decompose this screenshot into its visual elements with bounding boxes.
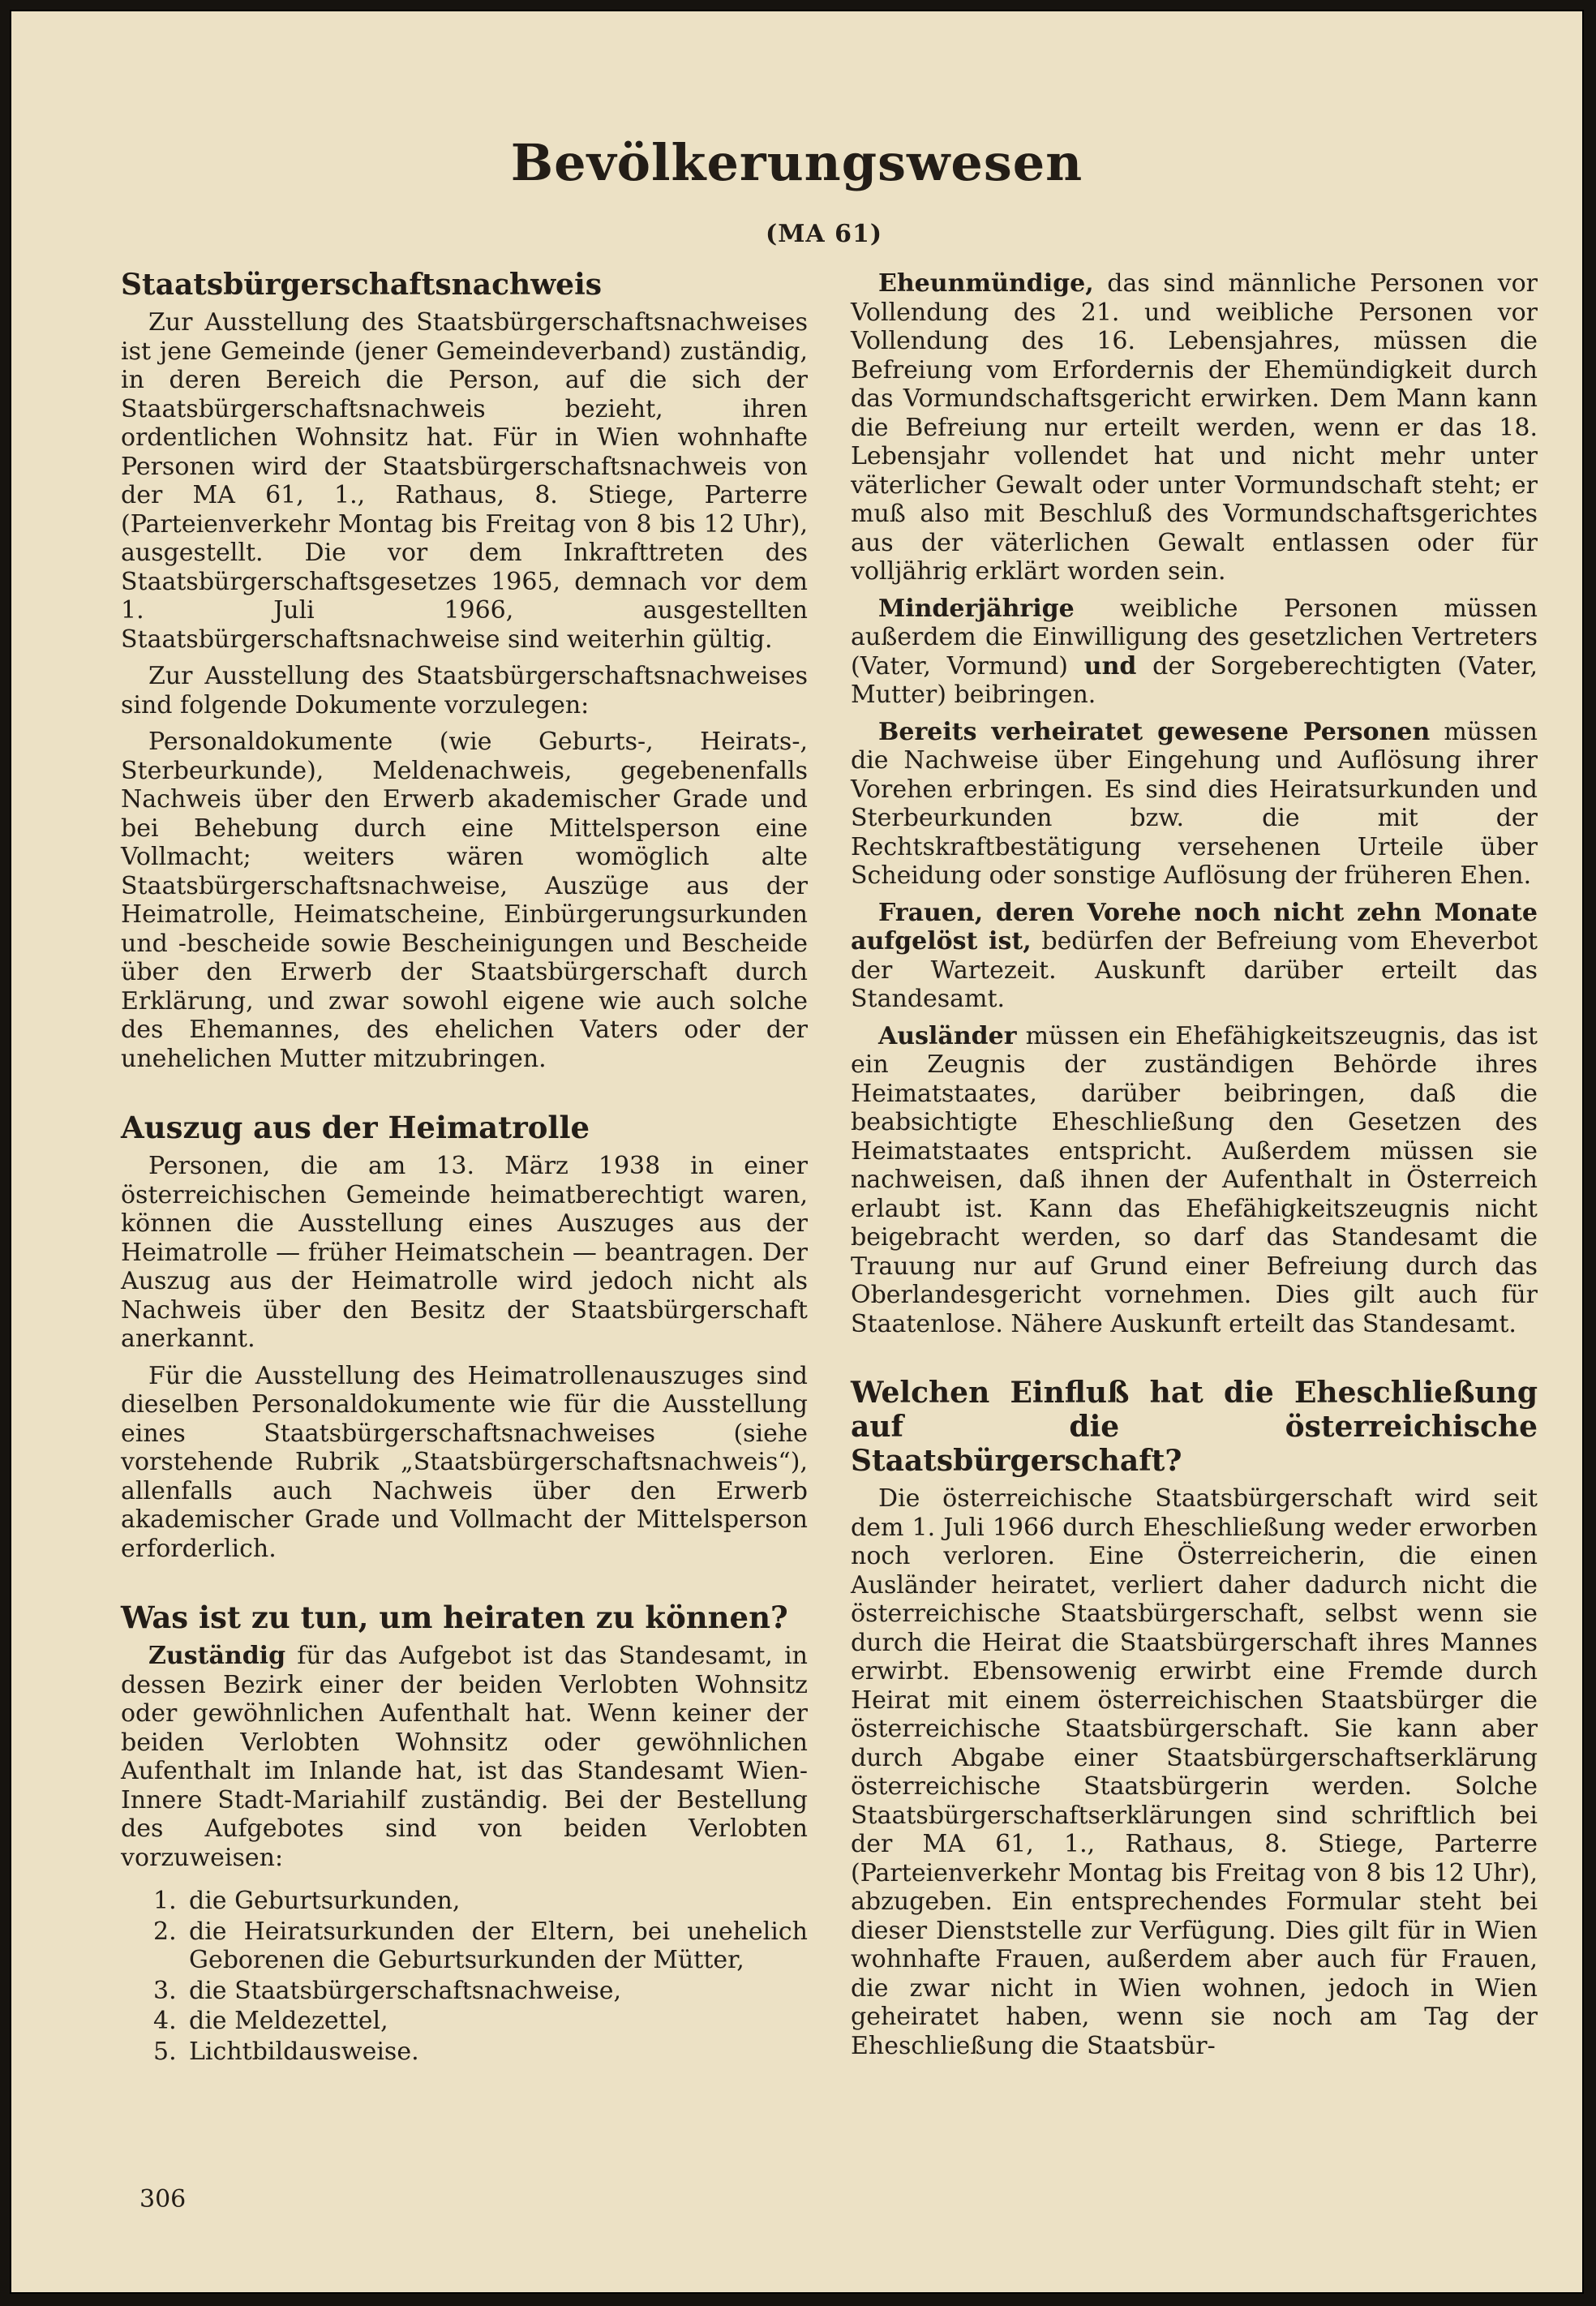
list-item: 5. Lichtbildausweise. bbox=[153, 2037, 419, 2066]
section-heading-staatsbuergerschaftsnachweis: Staatsbürgerschaftsnachweis bbox=[121, 268, 603, 302]
paragraph: Bereits verheiratet gewesene Personen müssen die Nachweise über Eingehung und Auflösung ihrer Vorehen erbringen. Es sind dies Heiratsurkunden und Sterbeurkunden bzw. die mit der Rechtskraftbestätigung versehenen Urteile über Scheidung oder sonstige Auflösung der früheren Ehen. bbox=[851, 717, 1538, 890]
paragraph: Minderjährige weibliche Personen müssen außerdem die Einwilligung des gesetzlichen Vertreters (Vater, Vormund) und der Sorgeberechtigten (Vater, Mutter) beibringen. bbox=[851, 594, 1538, 709]
document-page bbox=[10, 10, 1584, 2294]
section-heading-heiraten: Was ist zu tun, um heiraten zu können? bbox=[121, 1600, 788, 1635]
paragraph: Eheunmündige, das sind männliche Personen vor Vollendung des 21. und weibliche Personen vor Vollendung des 16. Lebensjahres, müssen die Befreiung vom Erfordernis der Ehemündigkeit durch das Vormundschaftsgericht erwirken. Dem Mann kann die Befreiung nur erteilt werden, wenn er das 18. Lebensjahr vollendet hat und nicht mehr unter väterlicher Gewalt oder unter Vormundschaft steht; er muß also mit Beschluß des Vormundschaftsgerichtes aus der väterlichen Gewalt entlassen oder für volljährig erklärt worden sein. bbox=[851, 269, 1538, 586]
paragraph: Zuständig für das Aufgebot ist das Standesamt, in dessen Bezirk einer der beiden Verlobten Wohnsitz oder gewöhnlichen Aufenthalt hat. Wenn keiner der beiden Verlobten Wohnsitz oder gewöhnlichen Aufenthalt im Inlande hat, ist das Standesamt Wien-Innere Stadt-Mariahilf zuständig. Bei der Bestellung des Aufgebotes sind von beiden Verlobten vorzuweisen: bbox=[121, 1642, 808, 1872]
section-heading-eheschliessung: Welchen Einfluß hat die Eheschließung auf die österreichische Staatsbürgerschaft? bbox=[851, 1376, 1538, 1478]
bold-lead: Zuständig bbox=[148, 1642, 286, 1670]
right-column bbox=[851, 269, 1538, 2068]
left-column bbox=[121, 268, 808, 2068]
list-item: 3. die Staatsbürgerschaftsnachweise, bbox=[153, 1976, 622, 2005]
paragraph: Die österreichische Staatsbürgerschaft wird seit dem 1. Juli 1966 durch Eheschließung weder erworben noch verloren. Eine Österreicherin, die einen Ausländer heiratet, verliert daher dadurch nicht die österreichische Staatsbürgerschaft, selbst wenn sie durch die Heirat die Staatsbürgerschaft ihres Mannes erwirbt. Ebensowenig erwirbt eine Fremde durch Heirat mit einem österreichischen Staatsbürger die österreichische Staatsbürgerschaft. Sie kann aber durch Abgabe einer Staatsbürgerschaftserklärung österreichische Staatsbürgerin werden. Solche Staatsbürgerschaftserklärungen sind schriftlich bei der MA 61, 1., Rathaus, 8. Stiege, Parterre (Parteienverkehr Montag bis Freitag von 8 bis 12 Uhr), abzugeben. Ein entsprechendes Formular steht bei dieser Dienststelle zur Verfügung. Dies gilt für in Wien wohnhafte Frauen, außerdem aber auch für Frauen, die zwar nicht in Wien wohnen, jedoch in Wien geheiratet haben, wenn sie noch am Tag der Eheschließung die Staatsbür- bbox=[851, 1484, 1538, 2060]
page-subtitle: (MA 61) bbox=[766, 220, 883, 248]
page-number: 306 bbox=[139, 2185, 187, 2214]
list-item: 1. die Geburtsurkunden, bbox=[153, 1887, 461, 1915]
paragraph: Ausländer müssen ein Ehefähigkeitszeugnis, das ist ein Zeugnis der zuständigen Behörde ihres Heimatstaates, darüber beibringen, daß die beabsichtigte Eheschließung den Gesetzen des Heimatstaates entspricht. Außerdem müssen sie nachweisen, daß ihnen der Aufenthalt in Österreich erlaubt ist. Kann das Ehefähigkeitszeugnis nicht beigebracht werden, so darf das Standesamt die Trauung nur auf Grund einer Befreiung durch das Oberlandesgericht vornehmen. Dies gilt auch für Staatenlose. Nähere Auskunft erteilt das Standesamt. bbox=[851, 1021, 1538, 1338]
paragraph: Personaldokumente (wie Geburts-, Heirats-, Sterbeurkunde), Meldenachweis, gegebenenfalls Nachweis über den Erwerb akademischer Grade und bei Behebung durch eine Mittelsperson eine Vollmacht; weiters wären womöglich alte Staatsbürgerschaftsnachweise, Auszüge aus der Heimatrolle, Heimatscheine, Einbürgerungsurkunden und -bescheide sowie Bescheinigungen und Bescheide über den Erwerb der Staatsbürgerschaft durch Erklärung, und zwar sowohl eigene wie auch solche des Ehemannes, des ehelichen Vaters oder der unehelichen Mutter mitzubringen. bbox=[121, 728, 808, 1073]
list-item: 2. die Heiratsurkunden der Eltern, bei unehelich Geborenen die Geburtsurkunden der Mütter, bbox=[153, 1917, 808, 1974]
section-heading-heimatrolle: Auszug aus der Heimatrolle bbox=[121, 1110, 590, 1145]
paragraph: Zur Ausstellung des Staatsbürgerschaftsnachweises sind folgende Dokumente vorzulegen: bbox=[121, 662, 808, 719]
paragraph: Personen, die am 13. März 1938 in einer österreichischen Gemeinde heimatberechtigt waren, können die Ausstellung eines Auszuges aus der Heimatrolle — früher Heimatschein — beantragen. Der Auszug aus der Heimatrolle wird jedoch nicht als Nachweis über den Besitz der Staatsbürgerschaft anerkannt. bbox=[121, 1152, 808, 1353]
paragraph: Zur Ausstellung des Staatsbürgerschaftsnachweises ist jene Gemeinde (jener Gemeindeverband) zuständig, in deren Bereich die Person, auf die sich der Staatsbürgerschaftsnachweis bezieht, ihren ordentlichen Wohnsitz hat. Für in Wien wohnhafte Personen wird der Staatsbürgerschaftsnachweis von der MA 61, 1., Rathaus, 8. Stiege, Parterre (Parteienverkehr Montag bis Freitag von 8 bis 12 Uhr), ausgestellt. Die vor dem Inkrafttreten des Staatsbürgerschaftsgesetzes 1965, demnach vor dem 1. Juli 1966, ausgestellten Staatsbürgerschaftsnachweise sind weiterhin gültig. bbox=[121, 308, 808, 654]
list-item: 4. die Meldezettel, bbox=[153, 2007, 388, 2035]
paragraph: Frauen, deren Vorehe noch nicht zehn Monate aufgelöst ist, bedürfen der Befreiung vom Eheverbot der Wartezeit. Auskunft darüber erteilt das Standesamt. bbox=[851, 898, 1538, 1013]
paragraph: Für die Ausstellung des Heimatrollenauszuges sind dieselben Personaldokumente wie für die Ausstellung eines Staatsbürgerschaftsnachweises (siehe vorstehende Rubrik „Staatsbürgerschaftsnachweis“), allenfalls auch Nachweis über den Erwerb akademischer Grade und Vollmacht der Mittelsperson erforderlich. bbox=[121, 1361, 808, 1563]
requirements-list bbox=[121, 1887, 808, 2066]
page-title: Bevölkerungswesen bbox=[510, 133, 1083, 192]
